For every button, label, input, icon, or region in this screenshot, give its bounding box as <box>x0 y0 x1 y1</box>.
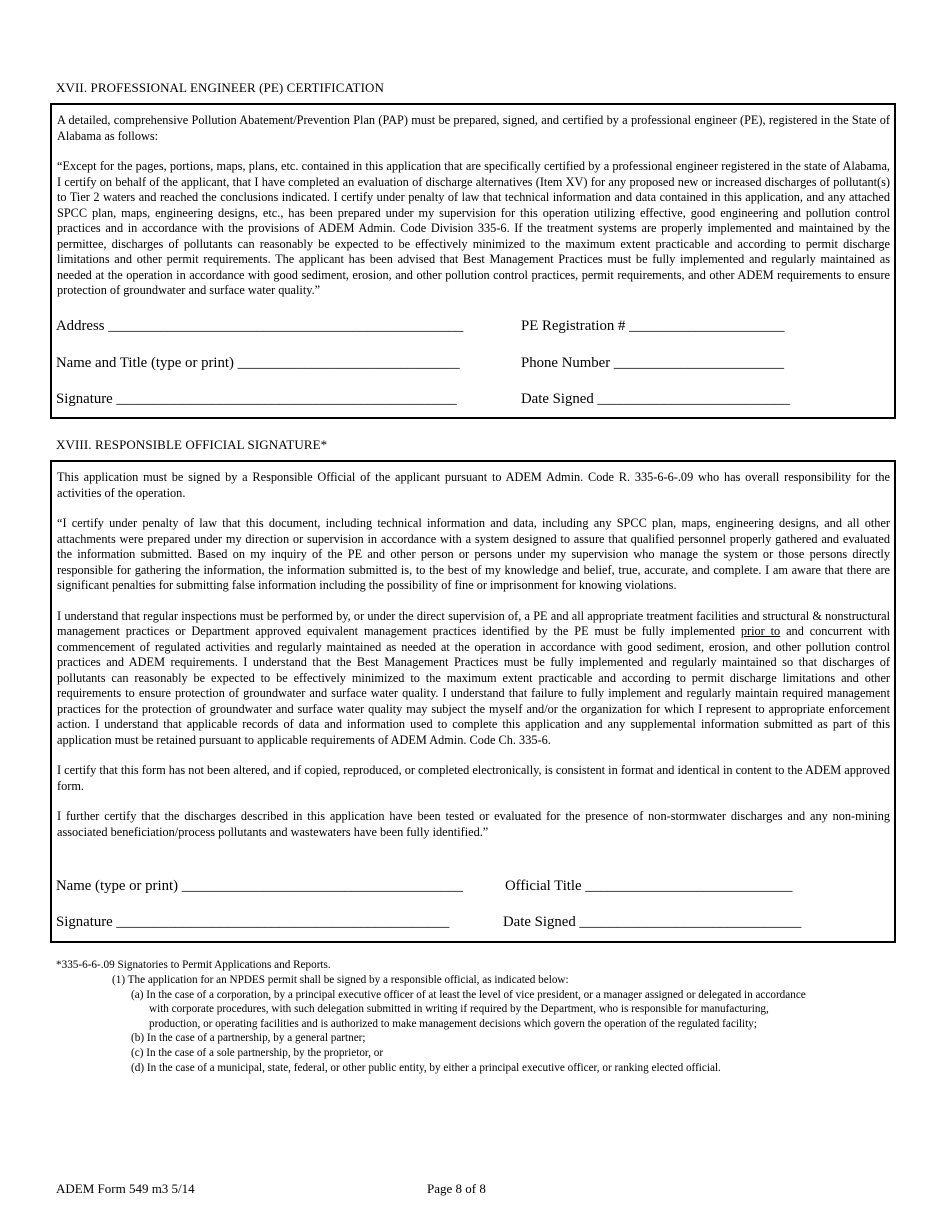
ro-inspection-text-a: I understand that regular inspections must be performed by, or under the direct supervision of, a PE and all appropriate treatment facilities and structural & nonstructural management practices or Department approved equivalent management practices identified by the PE must be fully implemented <box>57 608 890 638</box>
footnote-item-a-line-2: with corporate procedures, with such delegation submitted in writing if required by the Department, who is responsible for manufacturing, <box>149 1003 769 1015</box>
ro-form-integrity-statement: I certify that this form has not been altered, and if copied, reproduced, or completed electronically, is consistent in format and identical in content to the ADEM approved form. <box>57 763 890 793</box>
footnote-item-a-line-3: production, or operating facilities and is authorized to make management decisions which govern the operation of the regulated facility; <box>149 1018 757 1030</box>
ro-intro-text: This application must be signed by a Responsible Official of the applicant pursuant to ADEM Admin. Code R. 335-6-6-.09 who has overall responsibility for the activities of the operation. <box>57 470 890 500</box>
footnote-item-b: (b) In the case of a partnership, by a general partner; <box>131 1032 366 1044</box>
ro-inspection-text-b: and concurrent with commencement of regulated activities and regularly maintained as needed at the operation in accordance with good sediment, erosion, and other pollution control practices and ADEM requirements. I understand that the Best Management Practices must be fully implemented and regularly maintained so that discharges of pollutants can reasonably be expected to be effectively minimized to the maximum extent practicable and according to permit discharge limitations and other requirements to ensure protection of groundwater and surface water quality. I understand that failure to fully implement and regularly maintain required management practices for the protection of groundwater and surface water quality may subject the myself and/or the organization for which I represent to appropriate enforcement action. I understand that applicable records of data and information used to complete this application and any supplemental information submitted as part of this application must be retained pursuant to applicable requirements of ADEM Admin. Code Ch. 335-6. <box>57 624 891 747</box>
footnote-item-c: (c) In the case of a sole partnership, by the proprietor, or <box>131 1047 384 1059</box>
pe-phone-field[interactable]: Phone Number _______________________ <box>521 355 785 371</box>
ro-date-signed-field[interactable]: Date Signed ______________________________ <box>503 914 802 930</box>
footnote-item-1: (1) The application for an NPDES permit shall be signed by a responsible official, as indicated below: <box>112 974 569 986</box>
ro-section-title: XVIII. RESPONSIBLE OFFICIAL SIGNATURE* <box>56 437 328 452</box>
pe-registration-field[interactable]: PE Registration # _____________________ <box>521 318 785 334</box>
pe-section-title: XVII. PROFESSIONAL ENGINEER (PE) CERTIFICATION <box>56 80 384 95</box>
ro-official-title-field[interactable]: Official Title ____________________________ <box>505 878 793 894</box>
ro-inspection-statement <box>57 609 890 749</box>
pe-signature-field[interactable]: Signature ______________________________________________ <box>56 391 457 407</box>
prior-to-underlined: prior to <box>740 624 781 638</box>
form-id-footer: ADEM Form 549 m3 5/14 <box>56 1181 195 1196</box>
ro-signature-box <box>50 460 896 943</box>
pe-address-field[interactable]: Address ________________________________________________ <box>56 318 464 334</box>
footnote-item-d: (d) In the case of a municipal, state, federal, or other public entity, by either a principal executive officer, or ranking elected official. <box>131 1062 721 1074</box>
ro-certification-statement: “I certify under penalty of law that this document, including technical information and data, including any SPCC plan, maps, engineering designs, and all other attachments were prepared under my direction or supervision in accordance with a system designed to assure that qualified personnel properly gathered and evaluated the information submitted. Based on my inquiry of the PE and other person or persons under my supervision who manage the system or those persons directly responsible for gathering the information, the information submitted is, to the best of my knowledge and belief, true, accurate, and complete. I am aware that there are significant penalties for submitting false information including the possibility of fine or imprisonment for knowing violations. <box>57 516 890 592</box>
footnote-item-a-line-1: (a) In the case of a corporation, by a principal executive officer of at least the level of vice president, or a manager assigned or delegated in accordance <box>131 989 806 1001</box>
pe-name-title-field[interactable]: Name and Title (type or print) ______________________________ <box>56 355 460 371</box>
pe-date-signed-field[interactable]: Date Signed __________________________ <box>521 391 790 407</box>
pe-certification-statement: “Except for the pages, portions, maps, plans, etc. contained in this application that are specifically certified by a professional engineer registered in the state of Alabama, I certify on behalf of the applicant, that I have completed an evaluation of discharge alternatives (Item XV) for any proposed new or increased discharges of pollutant(s) to Tier 2 waters and reached the conclusions indicated. I certify under penalty of law that technical information and data contained in this application, and any attached SPCC plan, maps, engineering designs, etc., has been prepared under my supervision for this operation utilizing effective, good engineering and pollution control practices and in accordance with the provisions of ADEM Admin. Code Division 335-6. If the treatment systems are properly implemented and maintained by the permittee, discharges of pollutants can reasonably be expected to be effectively minimized to the maximum extent practicable and according to permit discharge limitations and other permit requirements. The applicant has been advised that Best Management Practices must be fully implemented and regularly maintained as needed at the operation in accordance with good sediment, erosion, and other pollution control practices, permit requirements, and other ADEM requirements to ensure protection of groundwater and surface water quality.” <box>57 159 890 297</box>
footnote-heading: *335-6-6-.09 Signatories to Permit Applications and Reports. <box>56 959 331 971</box>
page-number-footer: Page 8 of 8 <box>427 1181 486 1196</box>
ro-name-field[interactable]: Name (type or print) ______________________________________ <box>56 878 463 894</box>
ro-signature-field[interactable]: Signature _____________________________________________ <box>56 914 450 930</box>
ro-discharge-statement: I further certify that the discharges described in this application have been tested or evaluated for the presence of non-stormwater discharges and any non-mining associated beneficiation/process pollutants and wastewaters have been fully identified.” <box>57 809 890 839</box>
pe-intro-text: A detailed, comprehensive Pollution Abatement/Prevention Plan (PAP) must be prepared, signed, and certified by a professional engineer (PE), registered in the State of Alabama as follows: <box>57 113 890 143</box>
